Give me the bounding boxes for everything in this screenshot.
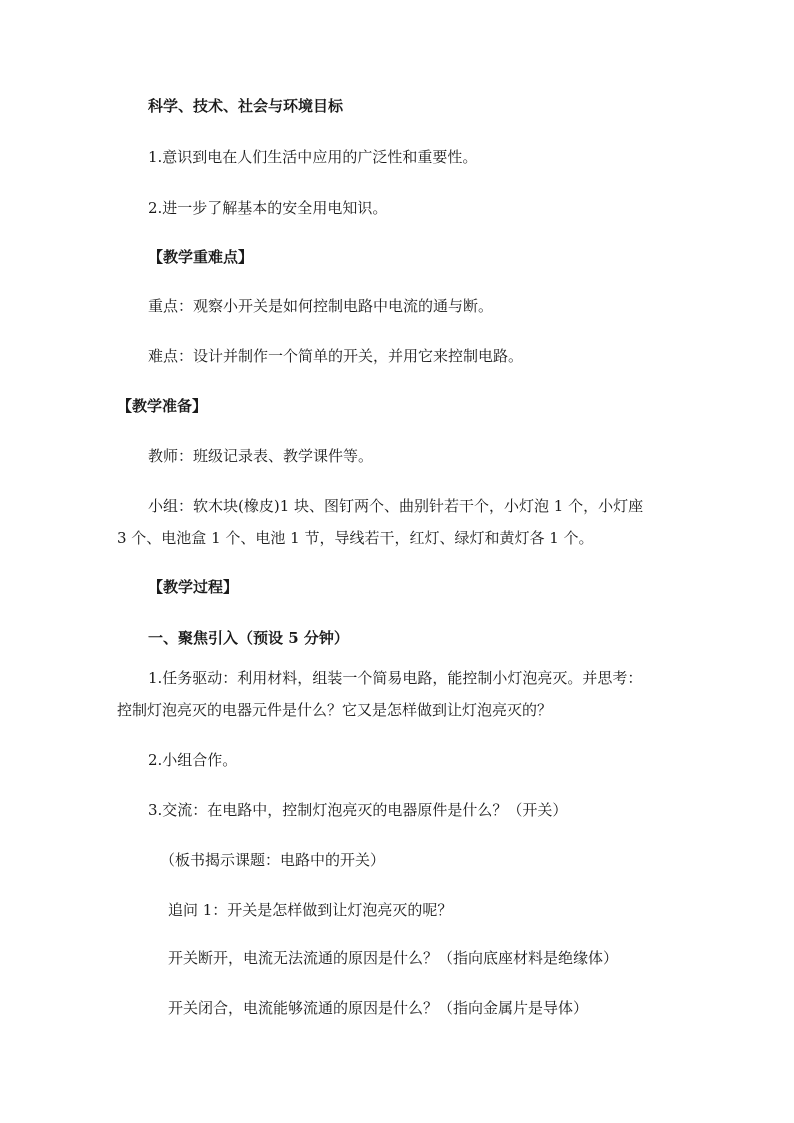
followup-question-1: 追问 1：开关是怎样做到让灯泡亮灭的呢？ [168,901,453,919]
prep-group-text-line-2: 3 个、电池盒 1 个、电池 1 节，导线若干，红灯、绿灯和黄灯各 1 个。 [117,529,594,547]
sts-goals-heading: 科学、技术、社会与环境目标 [148,97,344,115]
board-note-text: （板书揭示课题：电路中的开关） [160,851,386,869]
step-3-text: 3.交流：在电路中，控制灯泡亮灭的电器原件是什么？（开关） [148,801,568,819]
prep-teacher-text: 教师：班级记录表、教学课件等。 [148,447,374,465]
key-points-heading: 【教学重难点】 [148,248,254,266]
step-1-line-1: 1.任务驱动：利用材料，组装一个简易电路，能控制小灯泡亮灭。并思考： [148,669,643,687]
teaching-process-heading: 【教学过程】 [148,578,239,596]
key-point-text: 重点：观察小开关是如何控制电路中电流的通与断。 [148,297,494,315]
prep-group-text-line-1: 小组：软木块(橡皮)1 块、图钉两个、曲别针若干个，小灯泡 1 个，小灯座 [148,497,644,515]
preparation-heading: 【教学准备】 [117,397,208,415]
sts-goal-item-2: 2.进一步了解基本的安全用电知识。 [148,199,388,217]
step-2-text: 2.小组合作。 [148,751,238,769]
followup-open-switch: 开关断开，电流无法流通的原因是什么？（指向底座材料是绝缘体） [168,949,619,967]
followup-closed-switch: 开关闭合，电流能够流通的原因是什么？（指向金属片是导体） [168,999,589,1017]
sts-goal-item-1: 1.意识到电在人们生活中应用的广泛性和重要性。 [148,148,478,166]
difficult-point-text: 难点：设计并制作一个简单的开关，并用它来控制电路。 [148,347,524,365]
section-1-heading: 一、聚焦引入（预设 5 分钟） [148,629,349,647]
step-1-line-2: 控制灯泡亮灭的电器元件是什么？它又是怎样做到让灯泡亮灭的？ [117,701,553,719]
